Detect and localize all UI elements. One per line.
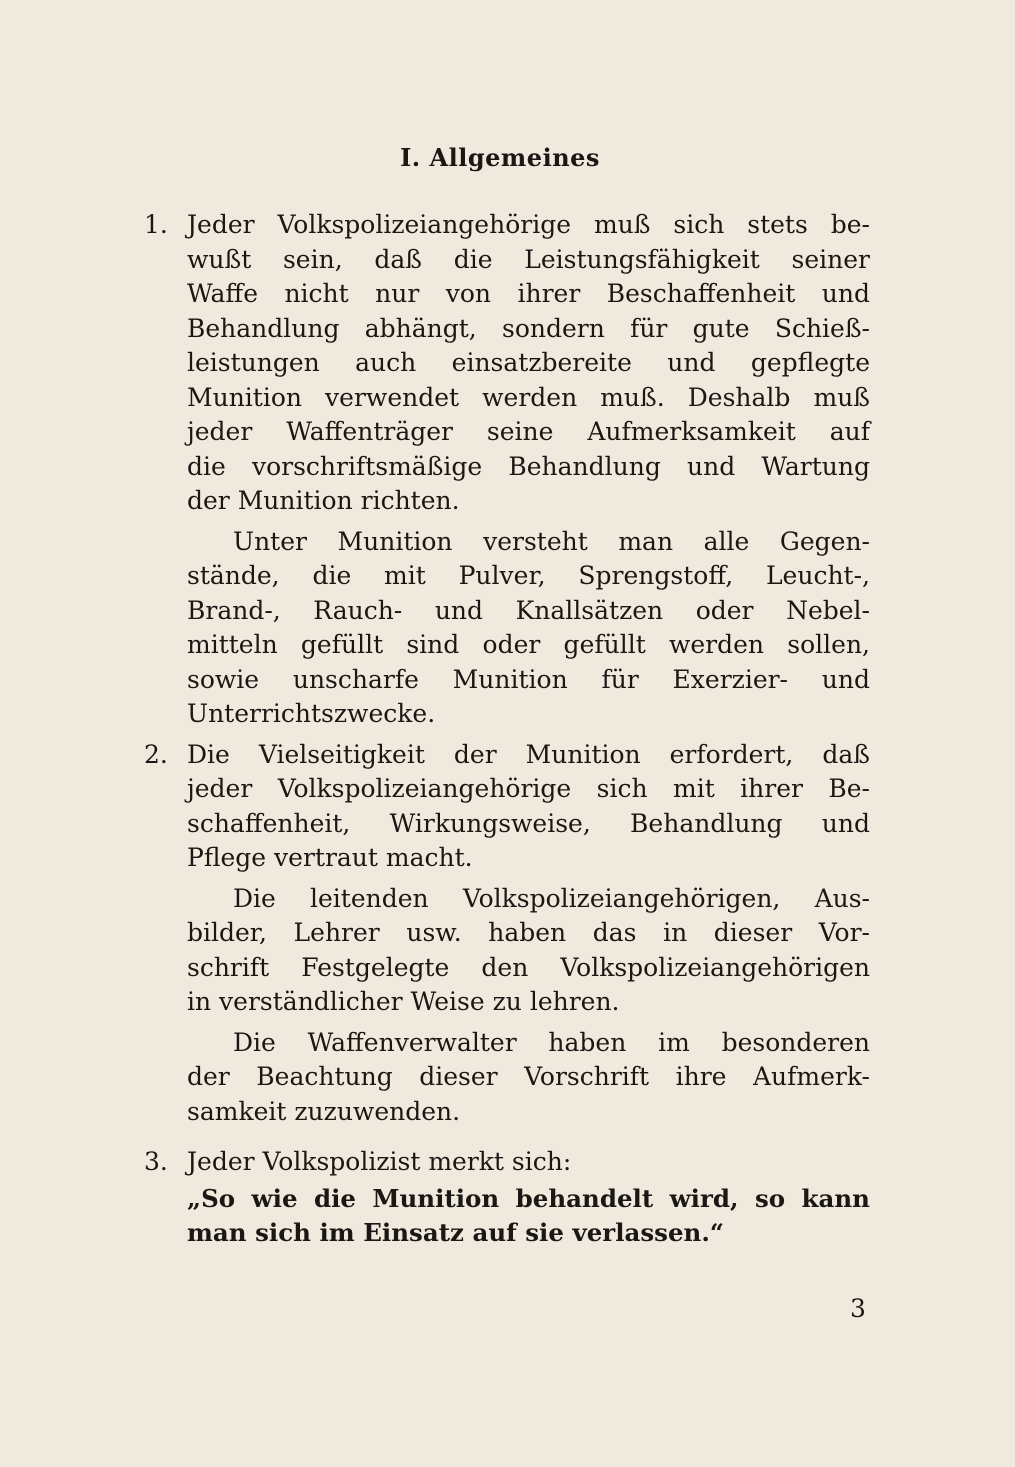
paragraph-2 (144, 738, 870, 876)
item-number-2: 2. (144, 739, 168, 769)
text-line: schaffenheit, Wirkungsweise, Behandlung und (187, 808, 870, 838)
text-line: leistungen auch einsatzbereite und gepflegte (187, 348, 870, 377)
text-line: der Beachtung dieser Vorschrift ihre Aufmerk- (187, 1062, 870, 1091)
page-number: 3 (850, 1294, 866, 1323)
text-line: wußt sein, daß die Leistungsfähigkeit seiner (187, 244, 870, 274)
text-line: Behandlung abhängt, sondern für gute Schieß- (187, 313, 870, 343)
paragraph-2c (187, 1026, 870, 1130)
text-column (144, 208, 870, 1251)
text-line: in verständlicher Weise zu lehren. (187, 987, 620, 1016)
text-line: Die Waffenverwalter haben im besonderen (233, 1027, 870, 1057)
paragraph-1 (144, 208, 870, 519)
text-line: Jeder Volkspolizeiangehörige muß sich stets be- (187, 210, 870, 239)
quote-block (187, 1182, 870, 1251)
text-line: stände, die mit Pulver, Sprengstoff, Leucht-, (187, 561, 870, 590)
text-line: samkeit zuzuwenden. (187, 1096, 461, 1126)
text-line: die vorschriftsmäßige Behandlung und Wartung (187, 451, 870, 481)
text-line: Brand-, Rauch- und Knallsätzen oder Nebel- (187, 595, 870, 625)
text-line: Die leitenden Volkspolizeiangehörigen, Aus- (233, 883, 870, 913)
text-line: Unter Munition versteht man alle Gegen- (233, 526, 870, 556)
text-line: schrift Festgelegte den Volkspolizeiangehörigen (187, 952, 870, 982)
section-heading: I. Allgemeines (400, 143, 600, 172)
text-line: bilder, Lehrer usw. haben das in dieser Vor- (187, 918, 870, 947)
quote-line: „So wie die Munition behandelt wird, so kann (187, 1183, 870, 1213)
text-line: der Munition richten. (187, 486, 460, 515)
text-line: mitteln gefüllt sind oder gefüllt werden sollen, (187, 630, 870, 659)
text-line: Waffe nicht nur von ihrer Beschaffenheit und (187, 279, 870, 308)
text-line: Die Vielseitigkeit der Munition erfordert, daß (187, 739, 870, 769)
paragraph-3 (144, 1145, 870, 1180)
text-line: Unterrichtszwecke. (187, 699, 436, 728)
text-line: Munition verwendet werden muß. Deshalb muß (187, 382, 870, 412)
text-line: jeder Volkspolizeiangehörige sich mit ihrer Be- (187, 774, 870, 803)
text-line: sowie unscharfe Munition für Exerzier- und (187, 664, 870, 694)
text-line: Pflege vertraut macht. (187, 843, 473, 872)
item-number-1: 1. (144, 210, 168, 239)
text-line: Jeder Volkspolizist merkt sich: (187, 1147, 572, 1176)
paragraph-2b (187, 882, 870, 1020)
item-number-3: 3. (144, 1147, 168, 1176)
paragraph-1b (187, 525, 870, 732)
quote-line: man sich im Einsatz auf sie verlassen.“ (187, 1218, 724, 1247)
text-line: jeder Waffenträger seine Aufmerksamkeit auf (187, 417, 870, 446)
